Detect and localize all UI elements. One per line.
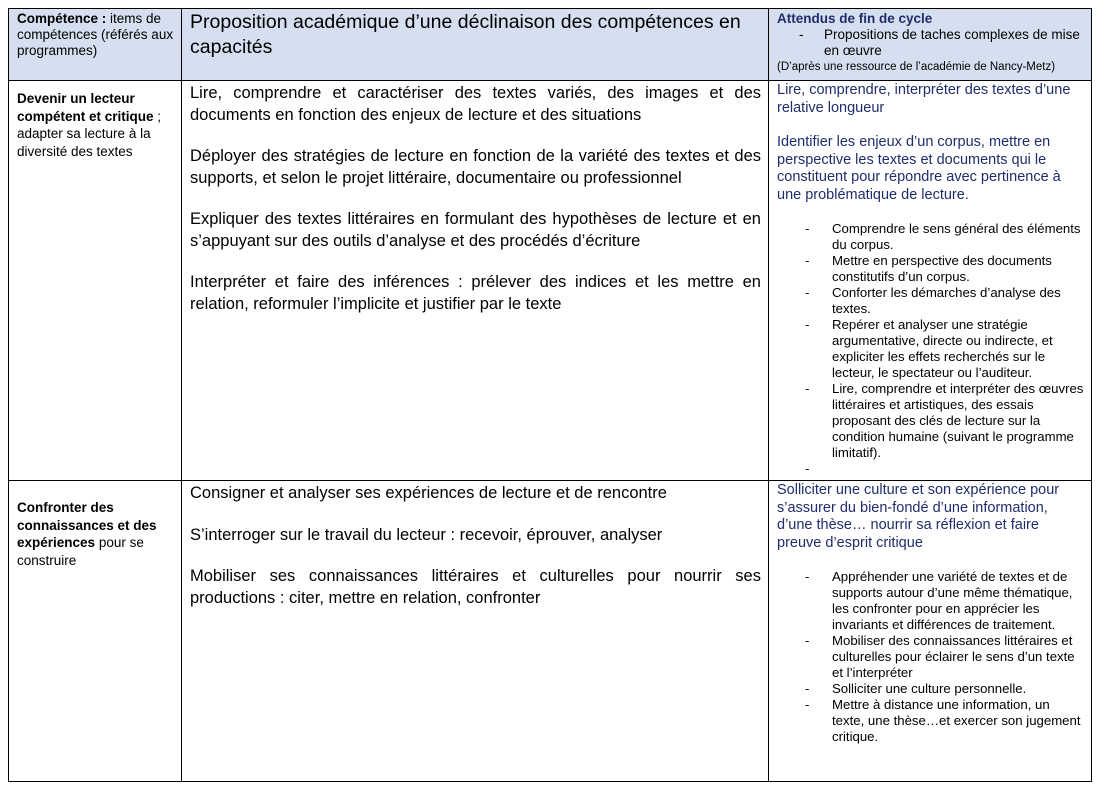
- tache-item: [777, 285, 1084, 317]
- dash-bullet: -: [805, 317, 810, 332]
- dash-bullet: -: [805, 253, 810, 268]
- dash-bullet: -: [805, 285, 810, 300]
- header-attendus: [769, 9, 1092, 81]
- dash-bullet: -: [805, 221, 810, 236]
- tache-text: Repérer et analyser une stratégie argumentative, directe ou indirecte, et expliciter les effets recherchés sur le lecteur, le spectateur ou l’auditeur.: [832, 317, 1053, 380]
- attendus-cell: [769, 81, 1092, 481]
- table-row: [9, 481, 1092, 782]
- tache-text: Mettre en perspective des documents constitutifs d’un corpus.: [832, 253, 1052, 284]
- header-attendus-subtitle-text: Propositions de taches complexes de mise en œuvre: [824, 27, 1080, 58]
- header-proposition-text: Proposition académique d’une déclinaison des compétences en capacités: [190, 11, 741, 58]
- dash-bullet: -: [799, 27, 804, 42]
- dash-bullet: -: [805, 681, 810, 696]
- capacites-cell: [182, 481, 769, 782]
- tache-text: Mettre à distance une information, un texte, une thèse…et exercer son jugement critique.: [832, 697, 1081, 744]
- capacites-cell: [182, 81, 769, 481]
- competences-table: [8, 8, 1092, 782]
- attendu-lead: Identifier les enjeux d’un corpus, mettre en perspective les textes et documents qui le constituent pour répondre avec pertinence à une problématique de lecture.: [777, 134, 1061, 203]
- capacite-item: Déployer des stratégies de lecture en fonction de la variété des textes et des supports, et selon le projet littéraire, documentaire ou professionnel: [190, 147, 761, 187]
- tache-item: [777, 633, 1084, 681]
- tache-item: [777, 253, 1084, 285]
- header-attendus-source: (D’après une ressource de l’académie de Nancy-Metz): [777, 61, 1056, 73]
- dash-bullet: -: [805, 461, 810, 476]
- capacite-item: Mobiliser ses connaissances littéraires et culturelles pour nourrir ses productions : citer, mettre en relation, confronter: [190, 567, 761, 607]
- tache-item: [777, 697, 1084, 745]
- header-competence-text: items de compétences (référés aux programmes): [17, 11, 174, 58]
- header-competence-bold: Compétence :: [17, 11, 107, 26]
- tache-text: Conforter les démarches d’analyse des textes.: [832, 285, 1061, 316]
- tache-text: Mobiliser des connaissances littéraires et culturelles pour éclairer le sens d’un texte et l’interpréter: [832, 633, 1075, 680]
- tache-item: [777, 381, 1084, 461]
- dash-bullet: -: [805, 697, 810, 712]
- competence-detail: ; adapter sa lecture à la diversité des textes: [17, 108, 162, 159]
- tache-text: [832, 461, 1084, 477]
- tache-text: Lire, comprendre et interpréter des œuvres littéraires et artistiques, des essais proposant des clés de lecture sur la condition humaine (suivant le programme limitatif).: [832, 381, 1084, 460]
- tache-text: Appréhender une variété de textes et de supports autour d’une même thématique, les confronter pour en apprécier les invariants et différences de traitement.: [832, 569, 1073, 632]
- attendu-lead: Solliciter une culture et son expérience pour s’assurer du bien-fondé d’une information, d’une thèse… nourrir sa réflexion et faire preuve d’esprit critique: [777, 482, 1060, 551]
- tache-text: Solliciter une culture personnelle.: [832, 681, 1027, 696]
- dash-bullet: -: [805, 633, 810, 648]
- competence-cell: [9, 81, 182, 481]
- capacite-item: Interpréter et faire des inférences : prélever des indices et les mettre en relation, reformuler l’implicite et justifier par le texte: [190, 273, 761, 313]
- competence-cell: [9, 481, 182, 782]
- capacite-item: S’interroger sur le travail du lecteur : recevoir, éprouver, analyser: [190, 525, 663, 544]
- tache-item: [777, 317, 1084, 381]
- capacite-item: Lire, comprendre et caractériser des textes variés, des images et des documents en fonction des enjeux de lecture et des situations: [190, 84, 761, 124]
- tache-item-empty: [777, 461, 1084, 477]
- tache-item: [777, 221, 1084, 253]
- dash-bullet: -: [805, 381, 810, 396]
- competence-title: Devenir un lecteur compétent et critique: [17, 91, 154, 124]
- competence-detail: pour se construire: [17, 535, 144, 568]
- header-attendus-title: Attendus de fin de cycle: [777, 11, 933, 26]
- dash-bullet: -: [805, 569, 810, 584]
- taches-list: [777, 569, 1084, 745]
- capacite-item: Expliquer des textes littéraires en formulant des hypothèses de lecture et en s’appuyant sur des outils d’analyse et des procédés d’écriture: [190, 210, 761, 250]
- tache-item: [777, 681, 1084, 697]
- attendus-cell: [769, 481, 1092, 782]
- competence-title: Confronter des connaissances et des expériences: [17, 500, 157, 550]
- attendu-lead: Lire, comprendre, interpréter des textes d’une relative longueur: [777, 82, 1071, 116]
- taches-list: [777, 221, 1084, 477]
- tache-item: [777, 569, 1084, 633]
- header-competence: [9, 9, 182, 81]
- header-proposition: [182, 9, 769, 81]
- table-row: [9, 81, 1092, 481]
- table-header-row: [9, 9, 1092, 81]
- capacite-item: Consigner et analyser ses expériences de lecture et de rencontre: [190, 484, 667, 502]
- header-attendus-subtitle: [777, 27, 1085, 59]
- tache-text: Comprendre le sens général des éléments du corpus.: [832, 221, 1081, 252]
